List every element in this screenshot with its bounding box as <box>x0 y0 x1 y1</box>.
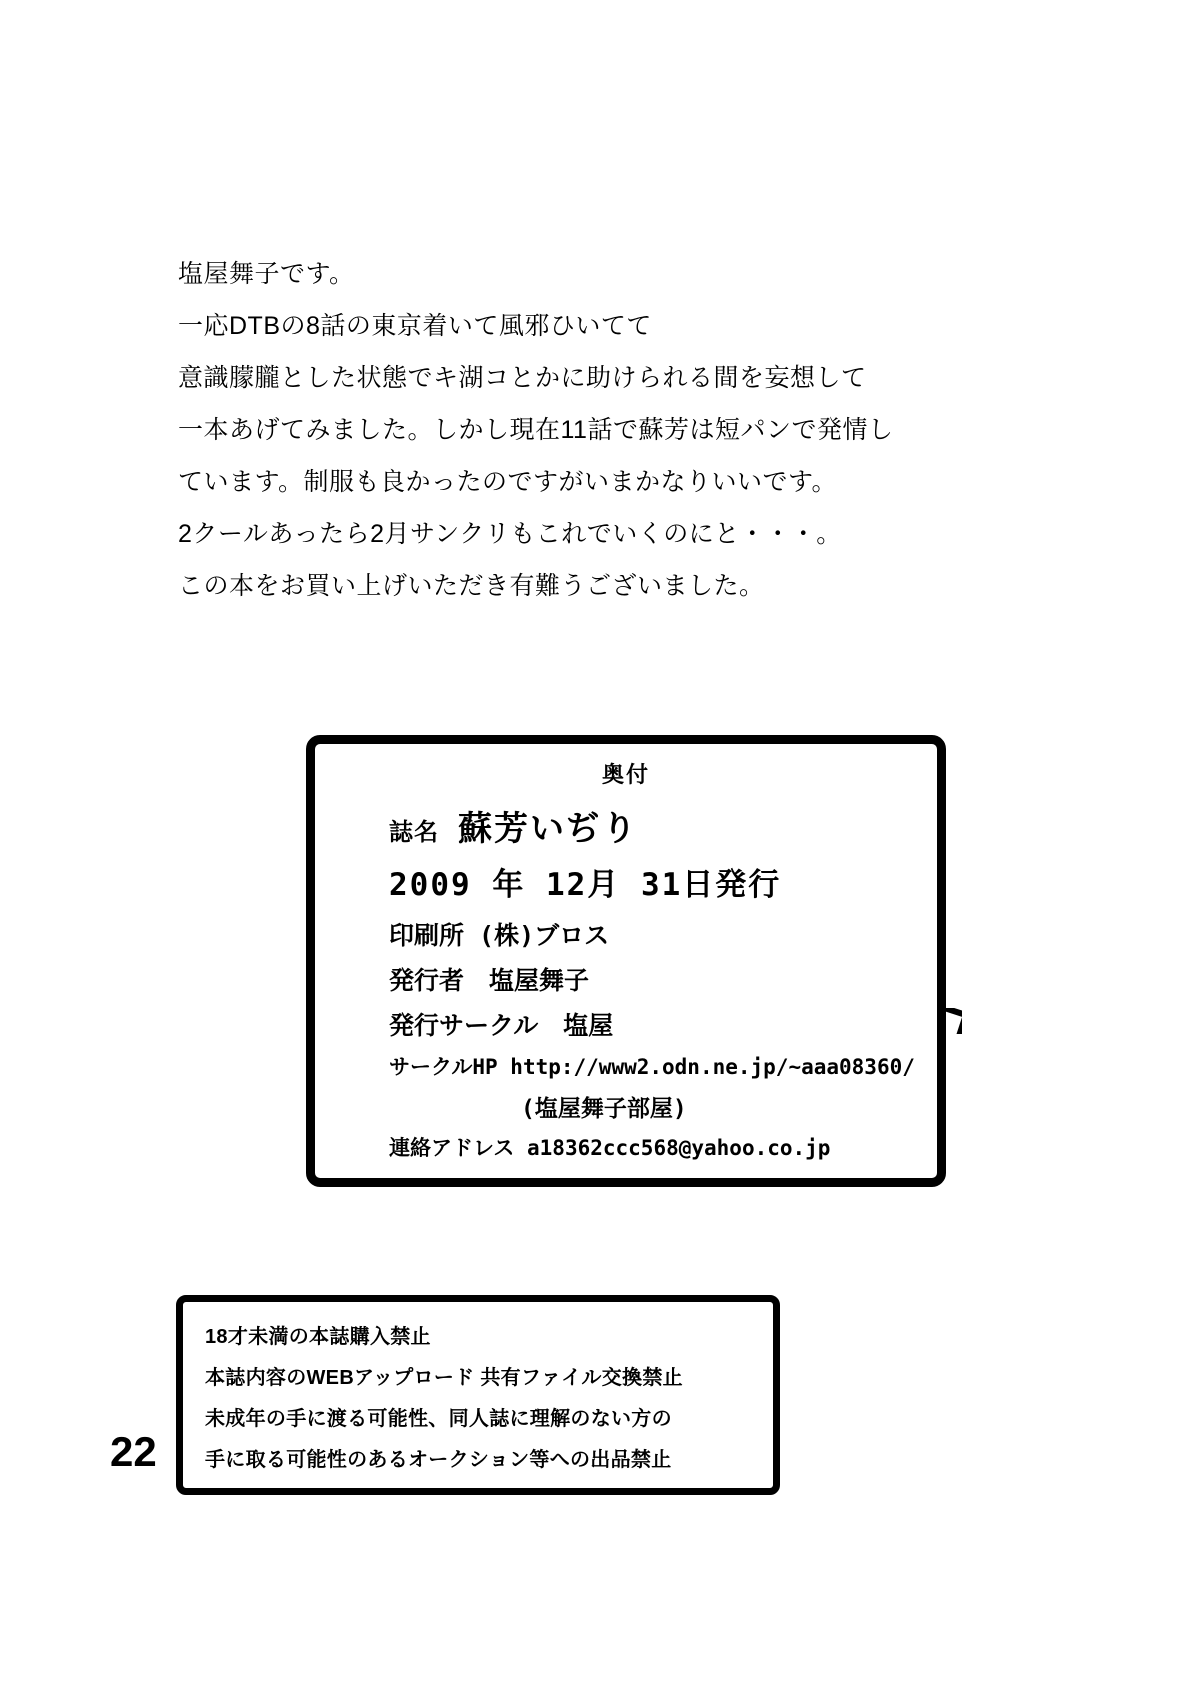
afterword-line: 塩屋舞子です。 <box>178 260 355 288</box>
colophon-circle: 発行サークル 塩屋 <box>389 1011 614 1040</box>
warning-line: 手に取る可能性のあるオークション等への出品禁止 <box>205 1449 672 1471</box>
colophon-title-row <box>335 801 917 850</box>
afterword-line: この本をお買い上げいただき有難うございました。 <box>178 572 765 600</box>
afterword-line: 一応DTBの8話の東京着いて風邪ひいてて <box>178 312 652 340</box>
afterword-line: ています。制服も良かったのですがいまかなりいいです。 <box>178 468 838 496</box>
warning-line: 18才未満の本誌購入禁止 <box>205 1326 431 1348</box>
colophon-contact: 連絡アドレス a18362ccc568@yahoo.co.jp <box>389 1136 831 1160</box>
afterword-line: 一本あげてみました。しかし現在11話で蘇芳は短パンで発情し <box>178 416 894 444</box>
warning-line: 本誌内容のWEBアップロード 共有ファイル交換禁止 <box>205 1367 683 1389</box>
colophon-title-label: 誌名 <box>389 818 439 846</box>
warning-box <box>176 1295 780 1495</box>
colophon-publisher: 発行者 塩屋舞子 <box>389 966 590 995</box>
colophon-date: 2009 年 12月 31日発行 <box>389 867 782 903</box>
colophon-heading: 奥付 <box>601 762 650 787</box>
colophon-title-value: 蘇芳いぢり <box>458 809 639 849</box>
afterword-line: 意識朦朧とした状態でキ湖コとかに助けられる間を妄想して <box>178 364 867 392</box>
page-number: 22 <box>110 1428 157 1475</box>
afterword-text <box>178 258 1038 622</box>
colophon-printer: 印刷所 (株)ブロス <box>389 921 610 950</box>
warning-line: 未成年の手に渡る可能性、同人誌に理解のない方の <box>205 1408 672 1430</box>
colophon-homepage: サークルHP http://www2.odn.ne.jp/~aaa08360/ <box>389 1055 915 1079</box>
colophon-homepage-note: (塩屋舞子部屋) <box>521 1096 687 1122</box>
afterword-line: 2クールあったら2月サンクリもこれでいくのにと・・・。 <box>178 520 842 548</box>
colophon-box <box>306 735 946 1187</box>
decorative-corner-icon <box>938 1008 962 1034</box>
